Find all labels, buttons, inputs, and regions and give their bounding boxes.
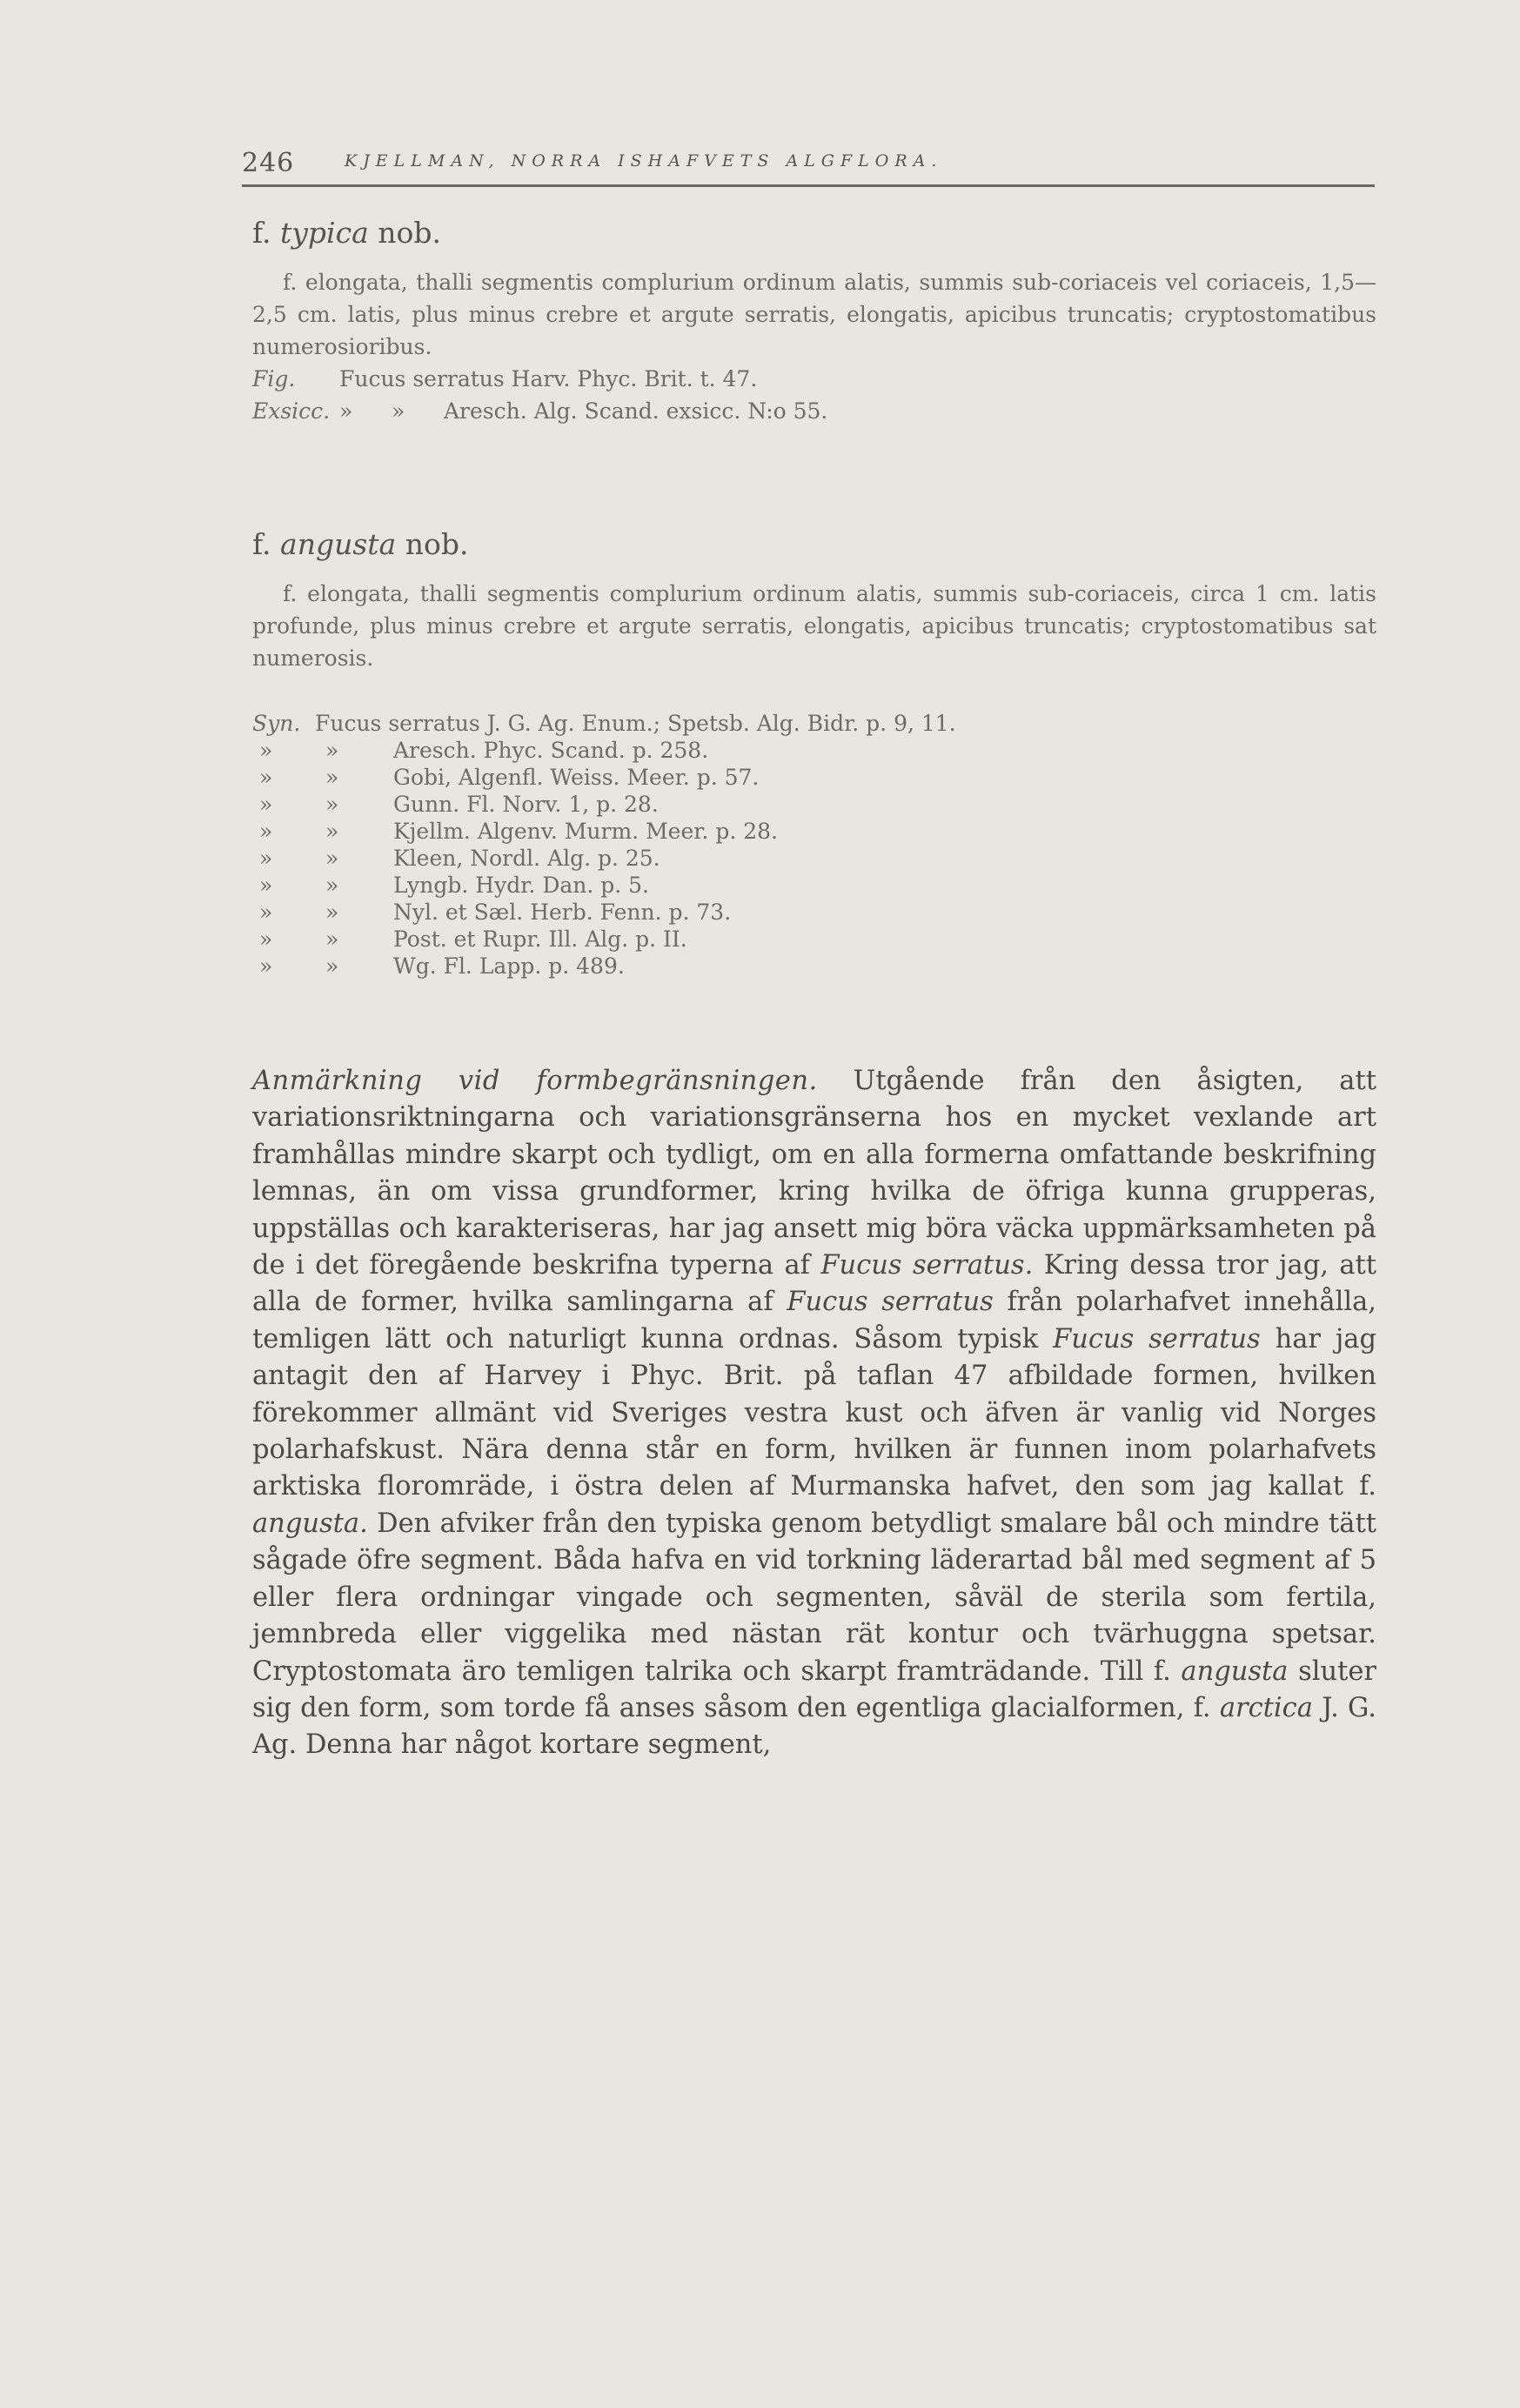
- typica-description: f. elongata, thalli segmentis complurium ordinum alatis, summis sub-coriaceis vel coriaceis, 1,5—2,5 cm. latis, plus minus crebre et argute serratis, elongatis, apicibus truncatis; cryptostomatibus numerosioribus.: [252, 270, 1376, 359]
- synonym-row: » » Post. et Rupr. Ill. Alg. p. II.: [259, 926, 687, 952]
- synonym-row: » » Wg. Fl. Lapp. p. 489.: [259, 953, 625, 979]
- synonym-row: » » Lyngb. Hydr. Dan. p. 5.: [259, 873, 650, 898]
- page-header: [242, 148, 1375, 186]
- synonym-row: » » Nyl. et Sæl. Herb. Fenn. p. 73.: [259, 900, 732, 925]
- synonym-row: » » Gunn. Fl. Norv. 1, p. 28.: [259, 792, 659, 817]
- synonym-row: » » Aresch. Phyc. Scand. p. 258.: [259, 738, 709, 763]
- synonym-list: [252, 710, 956, 980]
- synonym-row: » » Kjellm. Algenv. Murm. Meer. p. 28.: [259, 819, 779, 844]
- typica-fig-line: Fig. Fucus serratus Harv. Phyc. Brit. t. 47.: [252, 366, 758, 391]
- page-number: 246: [242, 148, 295, 178]
- angusta-heading: f. angusta nob.: [252, 527, 469, 561]
- synonym-row: Syn. Fucus serratus J. G. Ag. Enum.; Spetsb. Alg. Bidr. p. 9, 11.: [252, 711, 956, 736]
- synonym-row: » » Gobi, Algenfl. Weiss. Meer. p. 57.: [259, 765, 760, 790]
- typica-block: [252, 266, 1376, 427]
- remark-heading: Anmärkning vid formbegränsningen.: [252, 1066, 818, 1096]
- running-title: KJELLMAN, NORRA ISHAFVETS ALGFLORA.: [345, 151, 943, 171]
- angusta-description: f. elongata, thalli segmentis complurium ordinum alatis, summis sub-coriaceis, circa 1 cm. latis profunde, plus minus crebre et argute serratis, elongatis, apicibus truncatis; cryptostomatibus sat numerosis.: [252, 581, 1376, 671]
- synonym-row: » » Kleen, Nordl. Alg. p. 25.: [259, 846, 660, 871]
- remark-paragraph: Anmärkning vid formbegränsningen. Utgående från den åsigten, att variationsriktningarna och variationsgränserna hos en mycket vexlande art framhållas mindre skarpt och tydligt, om en alla formerna omfattande beskrifning lemnas, än om vissa grundformer, kring hvilka de öfriga kunna grupperas, uppställas och karakteriseras, har jag ansett mig böra väcka uppmärksamheten på de i det föregående beskrifna typerna af Fucus serratus. Kring dessa tror jag, att alla de former, hvilka samlingarna af Fucus serratus från polarhafvet innehålla, temligen lätt och naturligt kunna ordnas. Såsom typisk Fucus serratus har jag antagit den af Harvey i Phyc. Brit. på taflan 47 afbildade formen, hvilken förekommer allmänt vid Sveriges vestra kust och äfven är vanlig vid Norges polarhafskust. Nära denna står en form, hvilken är funnen inom polarhafvets arktiska floromräde, i östra delen af Murmanska hafvet, den som jag kallat f. angusta. Den afviker från den typiska genom betydligt smalare bål och mindre tätt sågade öfre segment. Båda hafva en vid torkning läderartad bål med segment af 5 eller flera ordningar vingade och segmenten, såväl de sterila som fertila, jemnbreda eller viggelika med nästan rät kontur och tvärhuggna spetsar. Cryptostomata äro temligen talrika och skarpt framträdande. Till f. angusta sluter sig den form, som torde få anses såsom den egentliga glacialformen, f. arctica J. G. Ag. Denna har något kortare segment,: [252, 1066, 1377, 1761]
- typica-exsicc-line: Exsicc. » » Aresch. Alg. Scand. exsicc. N:o 55.: [252, 398, 828, 424]
- header-rule: [242, 184, 1375, 187]
- typica-heading: f. typica nob.: [252, 216, 442, 250]
- angusta-block: [252, 578, 1376, 674]
